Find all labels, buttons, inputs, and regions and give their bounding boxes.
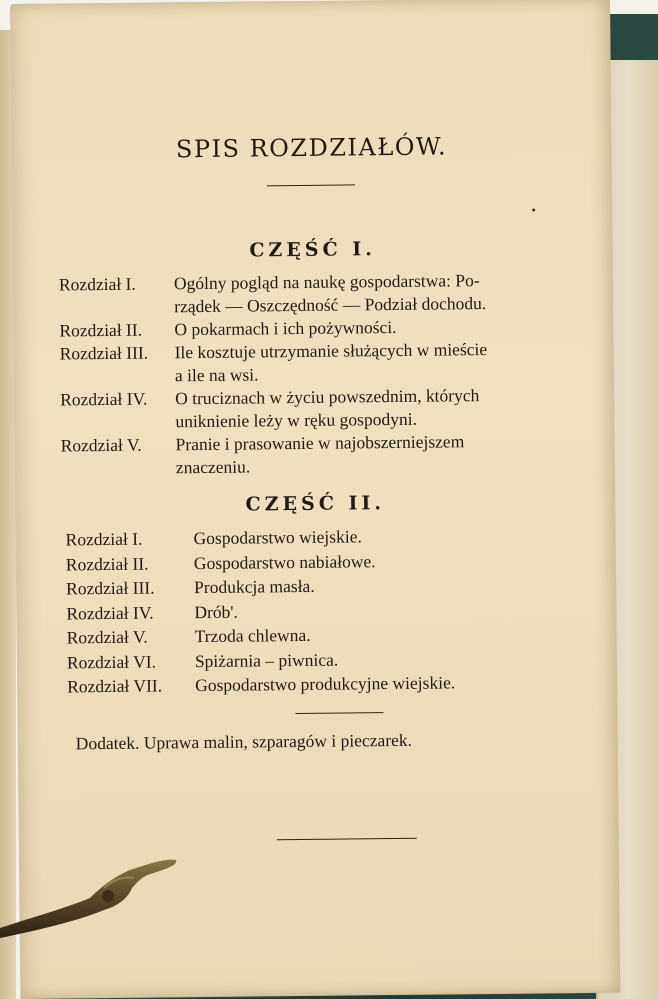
chapter-title-line: uniknienie leży w ręku gospodyni.: [175, 408, 418, 432]
chapter-title: [174, 268, 579, 318]
part2-contents: [65, 522, 587, 699]
chapter-label: Rozdział III.: [59, 342, 149, 364]
paper-speck: [532, 209, 535, 212]
end-divider: [277, 838, 417, 840]
part1-heading: CZĘŚĆ I.: [249, 238, 376, 262]
chapter-title-line: O truciznach w życiu powszednim, których: [175, 385, 480, 409]
appendix-entry[interactable]: Dodatek. Uprawa malin, szparagów i pieczarek.: [75, 729, 413, 754]
chapter-label: Rozdział I.: [65, 528, 143, 550]
chapter-label: Rozdział VII.: [67, 675, 163, 697]
chapter-title: Drób'.: [194, 601, 238, 622]
chapter-title: Gospodarstwo produkcyjne wiejskie.: [195, 672, 456, 696]
pointing-hand-icon: [0, 848, 180, 938]
title-divider: [267, 184, 355, 186]
chapter-title-line: a ile na wsi.: [174, 364, 259, 386]
toc-entry[interactable]: [59, 268, 579, 319]
chapter-label: Rozdział V.: [66, 626, 148, 648]
chapter-title-line: znaczeniu.: [175, 456, 251, 478]
chapter-title: Produkcja masła.: [194, 575, 315, 598]
chapter-label: Rozdział III.: [66, 577, 155, 599]
toc-entry[interactable]: [67, 669, 587, 699]
toc-entry[interactable]: [61, 429, 581, 480]
chapter-label: Rozdział II.: [65, 553, 149, 574]
chapter-label: Rozdział I.: [58, 273, 136, 295]
chapter-title: Spiżarnia – piwnica.: [194, 649, 339, 671]
chapter-title-line: rządek — Oszczędność — Podział dochodu.: [174, 293, 487, 317]
toc-entry[interactable]: [60, 337, 580, 388]
chapter-title-line: O pokarmach i ich pożywności.: [174, 316, 397, 340]
part2-heading: CZĘŚĆ II.: [245, 492, 386, 516]
chapter-title: [176, 429, 581, 479]
chapter-title: Trzoda chlewna.: [194, 624, 311, 647]
part2-divider: [295, 712, 383, 714]
page-title: SPIS ROZDZIAŁÓW.: [175, 132, 448, 164]
chapter-label: Rozdział VI.: [66, 651, 157, 672]
chapter-title-line: Ogólny pogląd na naukę gospodarstwa: Po-: [173, 270, 480, 294]
part1-contents: [59, 268, 581, 480]
chapter-label: Rozdział V.: [60, 434, 142, 456]
toc-entry[interactable]: [60, 383, 580, 434]
chapter-title: Gospodarstwo wiejskie.: [193, 526, 362, 549]
chapter-title: Gospodarstwo nabiałowe.: [193, 550, 376, 573]
chapter-label: Rozdział IV.: [66, 602, 154, 623]
chapter-label: Rozdział II.: [59, 319, 143, 341]
chapter-title-line: Ile kosztuje utrzymanie służących w mieście: [174, 339, 488, 363]
chapter-title: [175, 383, 580, 433]
chapter-label: Rozdział IV.: [60, 388, 148, 410]
chapter-title-line: Pranie i prasowanie w najobszerniejszem: [175, 431, 465, 455]
chapter-title: [175, 337, 580, 387]
